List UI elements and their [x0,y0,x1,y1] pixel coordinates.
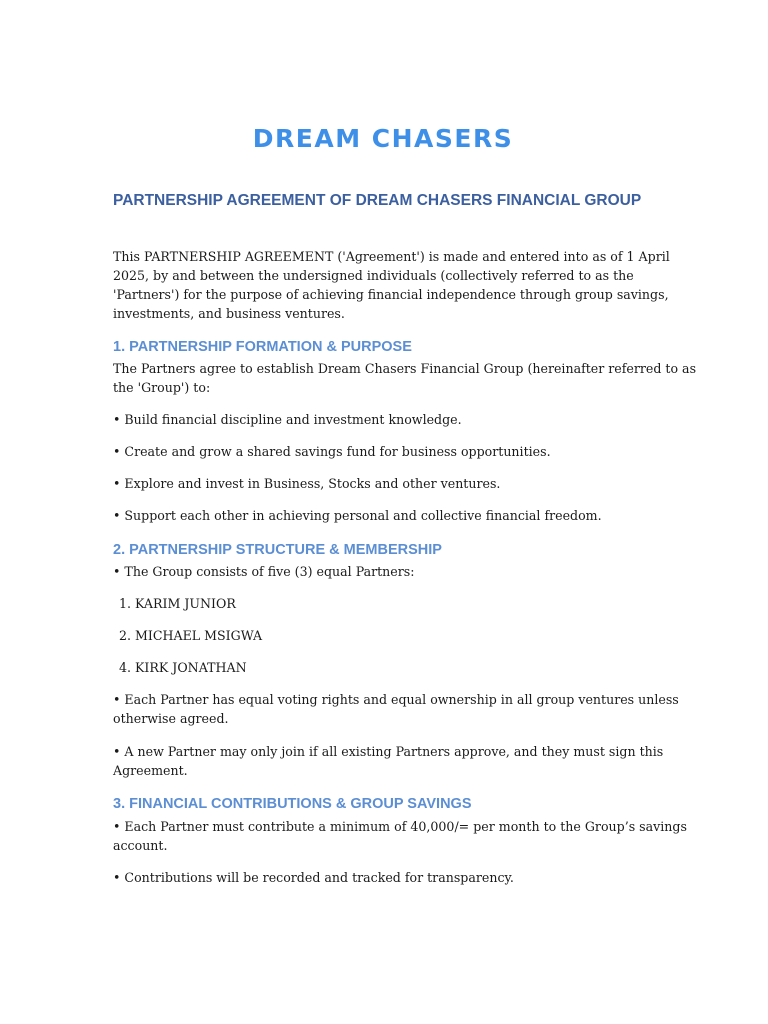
section-heading-structure: 2. PARTNERSHIP STRUCTURE & MEMBERSHIP [113,542,442,558]
document-subtitle: PARTNERSHIP AGREEMENT OF DREAM CHASERS FINANCIAL GROUP [113,192,642,209]
section-heading-contributions: 3. FINANCIAL CONTRIBUTIONS & GROUP SAVINGS [113,796,472,812]
partner-name: 1. KARIM JUNIOR [119,596,236,611]
section-heading-formation: 1. PARTNERSHIP FORMATION & PURPOSE [113,339,412,355]
contribution-item: • Each Partner must contribute a minimum of 40,000/= per month to the Group’s savings [113,819,687,834]
purpose-bullet: • Explore and invest in Business, Stocks and other ventures. [113,476,501,491]
contribution-item: • Contributions will be recorded and tracked for transparency. [113,870,514,885]
intro-line: 'Partners') for the purpose of achieving financial independence through group savings, [113,287,669,302]
voting-rights-note: otherwise agreed. [113,711,229,726]
section1-lead-line: the 'Group') to: [113,380,211,395]
contribution-item: account. [113,838,168,853]
purpose-bullet: • Create and grow a shared savings fund for business opportunities. [113,444,551,459]
voting-rights-note: • Each Partner has equal voting rights and equal ownership in all group ventures unless [113,692,679,707]
purpose-bullet: • Support each other in achieving personal and collective financial freedom. [113,508,602,523]
section2-lead: • The Group consists of five (3) equal Partners: [113,564,415,579]
partner-name: 4. KIRK JONATHAN [119,660,247,675]
partner-name: 2. MICHAEL MSIGWA [119,628,263,643]
intro-line: This PARTNERSHIP AGREEMENT ('Agreement') is made and entered into as of 1 April [113,249,670,264]
document-title: DREAM CHASERS [252,124,514,153]
intro-line: 2025, by and between the undersigned individuals (collectively referred to as the [113,268,634,283]
new-partner-note: • A new Partner may only join if all existing Partners approve, and they must sign this [113,744,664,759]
purpose-bullet: • Build financial discipline and investment knowledge. [113,412,462,427]
new-partner-note: Agreement. [113,763,188,778]
intro-line: investments, and business ventures. [113,306,345,321]
section1-lead-line: The Partners agree to establish Dream Chasers Financial Group (hereinafter referred to as [113,361,697,376]
